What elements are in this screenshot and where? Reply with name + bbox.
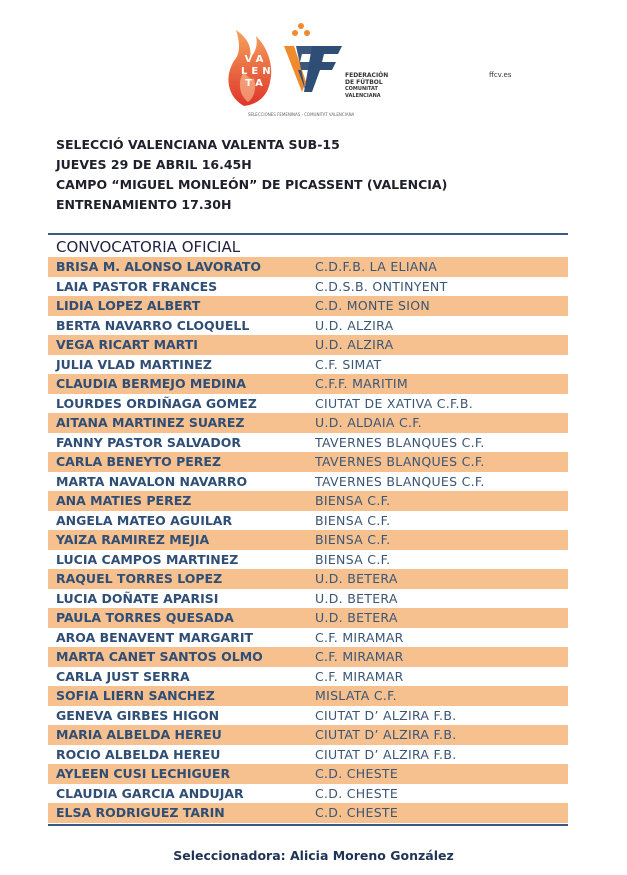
- player-club: U.D. BETERA: [315, 610, 398, 625]
- table-row: [48, 530, 568, 550]
- player-club: U.D. BETERA: [315, 571, 398, 586]
- table-row: [48, 413, 568, 433]
- player-club: BIENSA C.F.: [315, 551, 391, 567]
- player-name: RAQUEL TORRES LOPEZ: [56, 571, 223, 586]
- player-club: U.D. BETERA: [315, 590, 398, 606]
- player-club: BIENSA C.F.: [315, 512, 391, 528]
- player-name: AROA BENAVENT MARGARIT: [56, 629, 253, 645]
- player-club: CIUTAT D’ ALZIRA F.B.: [315, 727, 457, 742]
- training-time: ENTRENAMIENTO 17.30H: [56, 197, 232, 212]
- valenta-wordmark: VA LEN TA: [241, 54, 275, 89]
- ffcv-website: ffcv.es: [489, 71, 512, 79]
- player-name: CARLA JUST SERRA: [56, 668, 190, 684]
- table-row: [48, 296, 568, 316]
- player-name: ELSA RODRIGUEZ TARIN: [56, 805, 225, 820]
- table-row: [48, 725, 568, 745]
- player-name: LUCIA DOÑATE APARISI: [56, 590, 219, 606]
- player-club: CIUTAT DE XATIVA C.F.B.: [315, 395, 473, 411]
- player-list: [48, 257, 568, 823]
- player-name: CARLA BENEYTO PEREZ: [56, 454, 222, 469]
- player-name: YAIZA RAMIREZ MEJIA: [56, 532, 210, 547]
- player-club: TAVERNES BLANQUES C.F.: [315, 434, 485, 450]
- table-row: [48, 277, 568, 297]
- player-name: CLAUDIA BERMEJO MEDINA: [56, 376, 247, 391]
- player-name: AITANA MARTINEZ SUAREZ: [56, 415, 245, 430]
- player-name: LUCIA CAMPOS MARTINEZ: [56, 551, 239, 567]
- player-name: MARTA CANET SANTOS OLMO: [56, 649, 263, 664]
- table-row: [48, 764, 568, 784]
- player-club: C.D. CHESTE: [315, 766, 399, 781]
- table-row: [48, 803, 568, 823]
- table-row: [48, 257, 568, 277]
- player-name: PAULA TORRES QUESADA: [56, 610, 234, 625]
- player-club: BIENSA C.F.: [315, 532, 391, 547]
- table-row: [48, 628, 568, 648]
- player-club: C.F. MIRAMAR: [315, 649, 404, 664]
- event-info: [56, 135, 447, 215]
- player-name: BRISA M. ALONSO LAVORATO: [56, 259, 261, 274]
- player-club: TAVERNES BLANQUES C.F.: [315, 473, 485, 489]
- table-row: [48, 511, 568, 531]
- valenta-subtitle: SELECCIONES FEMENINAS · COMUNITAT VALENCIANA: [248, 112, 355, 117]
- table-row: [48, 647, 568, 667]
- team-name: SELECCIÓ VALENCIANA VALENTA SUB-15: [56, 137, 340, 152]
- player-club: U.D. ALDAIA C.F.: [315, 415, 423, 430]
- player-club: C.F. MIRAMAR: [315, 629, 404, 645]
- table-row: [48, 608, 568, 628]
- player-club: U.D. ALZIRA: [315, 317, 394, 333]
- table-row: [48, 686, 568, 706]
- player-name: MARIA ALBELDA HEREU: [56, 727, 222, 742]
- player-club: BIENSA C.F.: [315, 493, 391, 508]
- call-up-table: [48, 233, 568, 826]
- player-club: U.D. ALZIRA: [315, 337, 394, 352]
- player-name: ANGELA MATEO AGUILAR: [56, 512, 233, 528]
- player-club: TAVERNES BLANQUES C.F.: [315, 454, 485, 469]
- table-row: [48, 589, 568, 609]
- table-row: [48, 335, 568, 355]
- player-club: C.D.F.B. LA ELIANA: [315, 259, 438, 274]
- player-club: C.F.F. MARITIM: [315, 376, 408, 391]
- player-name: VEGA RICART MARTI: [56, 337, 198, 352]
- player-name: AYLEEN CUSI LECHIGUER: [56, 766, 231, 781]
- player-club: C.F. SIMAT: [315, 356, 382, 372]
- table-row: [48, 667, 568, 687]
- player-name: JULIA VLAD MARTINEZ: [56, 356, 212, 372]
- table-row: [48, 472, 568, 492]
- player-name: LIDIA LOPEZ ALBERT: [56, 298, 201, 313]
- table-row: [48, 491, 568, 511]
- table-row: [48, 784, 568, 804]
- player-club: C.D.S.B. ONTINYENT: [315, 278, 448, 294]
- player-club: CIUTAT D’ ALZIRA F.B.: [315, 746, 457, 762]
- table-bottom-rule: [48, 824, 568, 826]
- player-name: BERTA NAVARRO CLOQUELL: [56, 317, 250, 333]
- player-name: MARTA NAVALON NAVARRO: [56, 473, 248, 489]
- player-club: C.D. MONTE SION: [315, 298, 431, 313]
- table-row: [48, 316, 568, 336]
- player-name: ANA MATIES PEREZ: [56, 493, 192, 508]
- table-row: [48, 550, 568, 570]
- table-row: [48, 374, 568, 394]
- player-name: SOFIA LIERN SANCHEZ: [56, 688, 215, 703]
- player-name: LOURDES ORDIÑAGA GOMEZ: [56, 395, 257, 411]
- table-row: [48, 452, 568, 472]
- table-row: [48, 433, 568, 453]
- ffcv-name: FEDERACIÓN DE FÚTBOL COMUNITAT VALENCIANA: [345, 72, 389, 99]
- event-date: JUEVES 29 DE ABRIL 16.45H: [56, 157, 252, 172]
- table-title: CONVOCATORIA OFICIAL: [56, 238, 241, 256]
- player-name: CLAUDIA GARCIA ANDUJAR: [56, 785, 244, 801]
- player-club: C.D. CHESTE: [315, 785, 399, 801]
- coach-credit: Seleccionadora: Alicia Moreno González: [173, 848, 454, 863]
- player-name: ROCIO ALBELDA HEREU: [56, 746, 221, 762]
- table-row: [48, 569, 568, 589]
- player-name: GENEVA GIRBES HIGON: [56, 707, 220, 723]
- player-club: C.F. MIRAMAR: [315, 668, 404, 684]
- table-row: [48, 394, 568, 414]
- player-club: C.D. CHESTE: [315, 805, 399, 820]
- table-row: [48, 745, 568, 765]
- table-row: [48, 706, 568, 726]
- player-name: LAIA PASTOR FRANCES: [56, 278, 218, 294]
- player-name: FANNY PASTOR SALVADOR: [56, 434, 241, 450]
- document-header: [0, 0, 627, 115]
- player-club: CIUTAT D’ ALZIRA F.B.: [315, 707, 457, 723]
- player-club: MISLATA C.F.: [315, 688, 397, 703]
- event-venue: CAMPO “MIGUEL MONLEÓN” DE PICASSENT (VALENCIA): [56, 177, 448, 192]
- table-row: [48, 355, 568, 375]
